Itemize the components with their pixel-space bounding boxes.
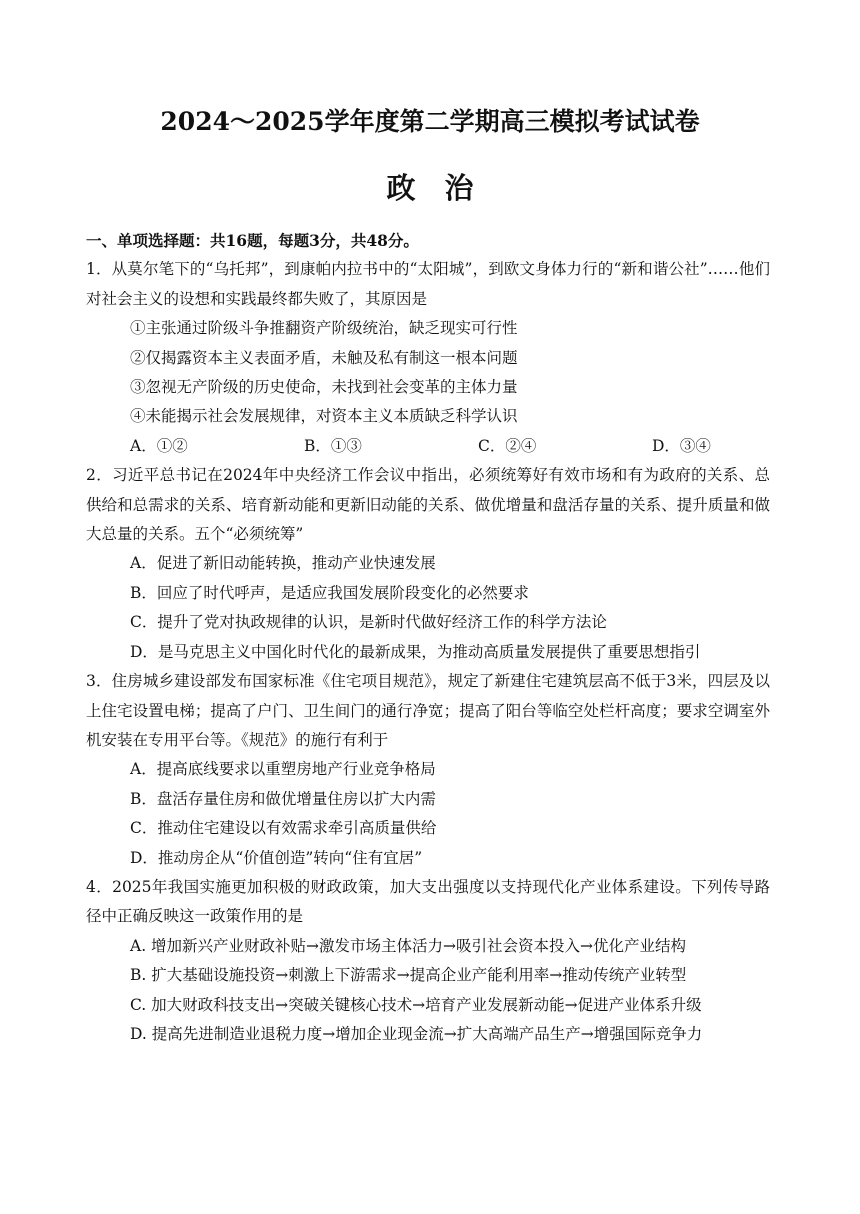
option-c: C. 加大财政科技支出→突破关键核心技术→培育产业发展新动能→促进产业体系升级 [130, 995, 702, 1014]
statement-2: ②仅揭露资本主义表面矛盾，未触及私有制这一根本问题 [130, 348, 518, 367]
exam-title: 2024～2025学年度第二学期高三模拟考试试卷 [160, 107, 700, 136]
question-2 [86, 461, 770, 667]
question-3 [86, 667, 770, 873]
option-a: A．①② [130, 436, 188, 455]
option-d: D．是马克思主义中国化时代化的最新成果，为推动高质量发展提供了重要思想指引 [130, 642, 701, 661]
question-stem: 2．习近平总书记在2024年中央经济工作会议中指出，必须统筹好有效市场和有为政府的关系、总供给和总需求的关系、培育新动能和更新旧动能的关系、做优增量和盘活存量的关系、提升质量和做大总量的关系。五个“必须统筹” [86, 466, 770, 544]
option-a: A. 增加新兴产业财政补贴→激发市场主体活力→吸引社会资本投入→优化产业结构 [130, 936, 687, 955]
answer-options [86, 432, 770, 461]
option-d: D．③④ [652, 436, 711, 455]
statement-3: ③忽视无产阶级的历史使命，未找到社会变革的主体力量 [130, 378, 518, 397]
exam-content [86, 226, 770, 1049]
option-b: B．①③ [304, 436, 362, 455]
question-stem: 3．住房城乡建设部发布国家标准《住宅项目规范》，规定了新建住宅建筑层高不低于3米，四层及以上住宅设置电梯；提高了户门、卫生间门的通行净宽；提高了阳台等临空处栏杆高度；要求空调室外机安装在专用平台等。《规范》的施行有利于 [86, 672, 770, 749]
option-a: A．促进了新旧动能转换，推动产业快速发展 [130, 554, 436, 573]
question-stem: 4．2025年我国实施更加积极的财政政策，加大支出强度以支持现代化产业体系建设。下列传导路径中正确反映这一政策作用的是 [86, 877, 770, 926]
statement-1: ①主张通过阶级斗争推翻资产阶级统治，缺乏现实可行性 [130, 319, 518, 338]
option-b: B．盘活存量住房和做优增量住房以扩大内需 [130, 789, 436, 808]
option-d: D．推动房企从“价值创造”转向“住有宜居” [130, 848, 423, 867]
option-c: C．提升了党对执政规律的认识，是新时代做好经济工作的科学方法论 [130, 613, 607, 632]
option-b: B．回应了时代呼声，是适应我国发展阶段变化的必然要求 [130, 583, 529, 602]
option-c: C．推动住宅建设以有效需求牵引高质量供给 [130, 819, 437, 838]
option-d: D. 提高先进制造业退税力度→增加企业现金流→扩大高端产品生产→增强国际竞争力 [130, 1024, 703, 1043]
section-heading: 一、单项选择题：共16题，每题3分，共48分。 [86, 231, 419, 250]
question-1 [86, 255, 770, 461]
option-c: C．②④ [478, 436, 537, 455]
question-4 [86, 873, 770, 1049]
question-stem: 1．从莫尔笔下的“乌托邦”，到康帕内拉书中的“太阳城”，到欧文身体力行的“新和谐公社”……他们对社会主义的设想和实践最终都失败了，其原因是 [86, 260, 770, 308]
option-b: B. 扩大基础设施投资→刺激上下游需求→提高企业产能利用率→推动传统产业转型 [130, 966, 687, 985]
subject-title: 政 治 [386, 171, 474, 205]
option-a: A．提高底线要求以重塑房地产行业竞争格局 [130, 760, 436, 779]
statement-4: ④未能揭示社会发展规律，对资本主义本质缺乏科学认识 [130, 407, 518, 426]
